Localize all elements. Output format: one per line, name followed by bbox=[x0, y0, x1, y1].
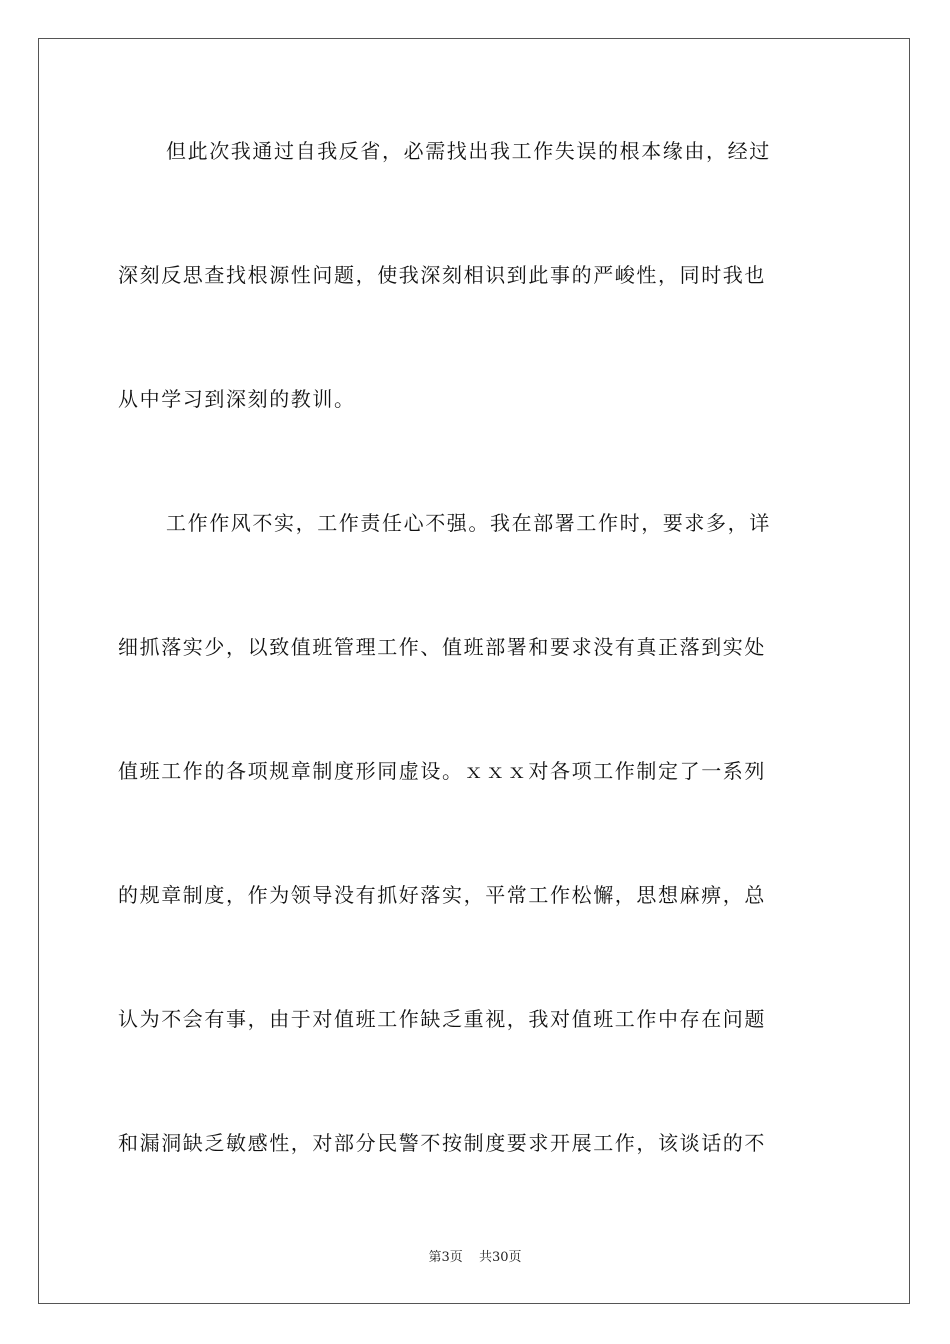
page-footer bbox=[0, 1246, 950, 1265]
page-total: 共30页 bbox=[478, 1250, 522, 1265]
paragraph-1-line-2: 深刻反思查找根源性问题，使我深刻相识到此事的严峻性，同时我也 bbox=[118, 263, 766, 287]
paragraph-1-line-1: 但此次我通过自我反省，必需找出我工作失误的根本缘由，经过 bbox=[166, 139, 771, 163]
paragraph-2-line-1: 工作作风不实，工作责任心不强。我在部署工作时，要求多，详 bbox=[166, 511, 771, 535]
paragraph-2-line-2: 细抓落实少，以致值班管理工作、值班部署和要求没有真正落到实处 bbox=[118, 635, 766, 659]
page-border bbox=[38, 38, 910, 1304]
paragraph-2-line-6: 和漏洞缺乏敏感性，对部分民警不按制度要求开展工作，该谈话的不 bbox=[118, 1131, 766, 1155]
paragraph-2-line-4: 的规章制度，作为领导没有抓好落实，平常工作松懈，思想麻痹，总 bbox=[118, 883, 766, 907]
paragraph-2-line-5: 认为不会有事，由于对值班工作缺乏重视，我对值班工作中存在问题 bbox=[118, 1007, 766, 1031]
paragraph-2-line-3: 值班工作的各项规章制度形同虚设。ｘｘｘ对各项工作制定了一系列 bbox=[118, 759, 766, 783]
page-number: 第3页 bbox=[428, 1250, 463, 1265]
paragraph-1-line-3: 从中学习到深刻的教训。 bbox=[118, 387, 356, 411]
